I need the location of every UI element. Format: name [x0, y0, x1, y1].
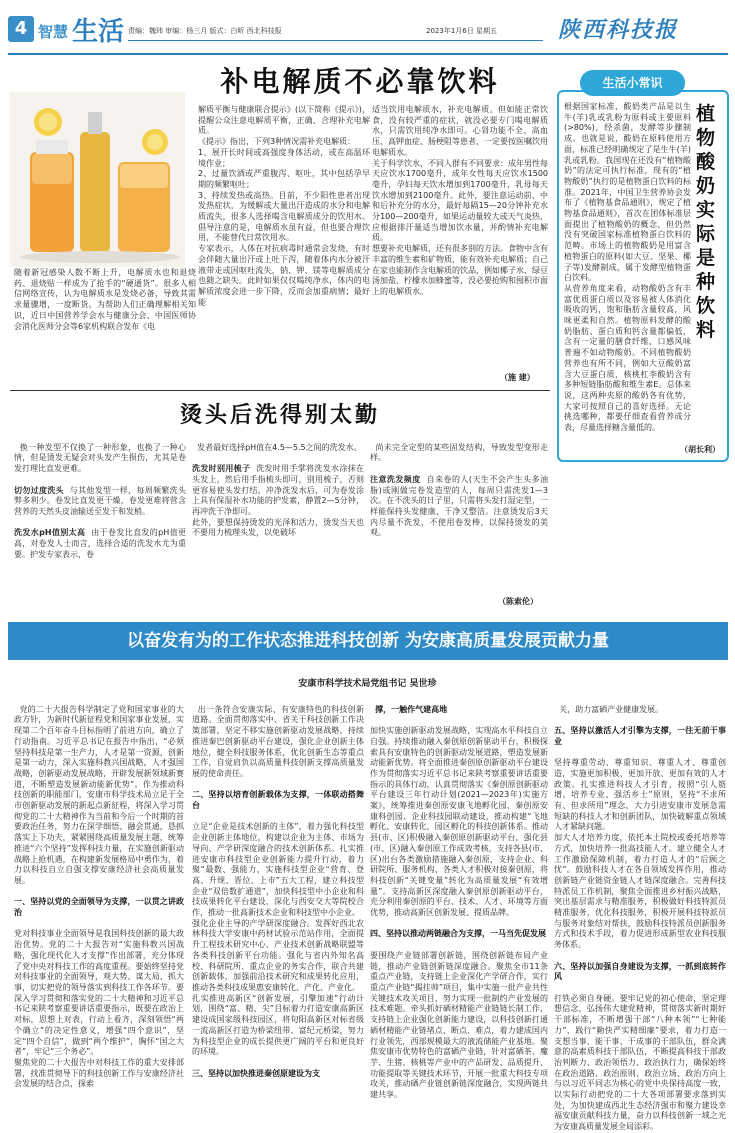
masthead-divider [8, 53, 728, 55]
article3-para-3: 立足“企业是技术创新的主体”，着力强化科技型企业创新主体地位，构建以企业为主体、市场为导向、产学研深度融合的技术创新体系。扎实推进安康市科技型企业创新能力提升行动，着力聚“最数、强能力，实施科技型企业“营育、登高、升规、晋位、上市”五大工程，建立科技型企业“双倍数扩通道”，加快科技型中小企业和科技成果转化平台建设，深化与西安交大等院校合作，推动一批高新技术企业和科技型中小企业。 强化企业主导的产学研深度融合。发挥好西北农林科技大学安康中药材试验示范站作用，全面提升工程技术研究中心、产业技术创新战略联盟等各类科技创新平台功能。强化与省内外知名高校、科研院所、重点企业的务实合作，联合共建创新载体，加强前沿技术研究和成果转化应用，推动各类科技成果惠安康转化、产化、产业化。 扎实推进高新区“创新发展，引擎加速”行动计划，围绕“富、精、尖”目标着力打造安康高新区建设成国家级科技园区，将旬阳高新区对标省级一流高新区打造为桥梁纽带、富纪元桥梁，努力为科技型企业的成长提供更广阔的平台和更良好的环境。 [192, 822, 364, 1057]
sidebar-body: 根据国家标准，酸奶类产品是以生牛(羊)乳或乳粉为原料或主要原料(>80%)，经杀菌，发酵等步骤制成。也就是说，酸奶在原料使用方面，标准已经明确规定了是生牛(羊)乳或乳粉。我国现在还没有“植物酸奶”的法定可执行标准，现有的“植物酸奶”执行的是植物蛋白饮料的标准。2021年，中国卫生营养协会发布了《植物基食品通则》，规定了植物基食品通则》，首次在团体标准层面提出了植物酸奶的概念，但仍然没有突破国家标准植物蛋白饮料的范畴。市场上的植物酸奶是用富含植物蛋白的原料(如大豆、坚果、椰子等)发酵制成，属于发酵型植物蛋白饮料。 从营养角度来看，动物酸奶含有丰富优质蛋白质以及容易被人体消化吸收的钙，饱和脂肪含量较高，风味更柔和自然。植物原料发酵的酸奶脂肪、蛋白质和钙含量都偏低，含有一定量的膳食纤维，口感风味普遍不如动物酸奶。不同植物酸奶营养也有所不同，例如大豆酸奶富含大豆蛋白质，核桃杠李酸奶含有多种短链脂肪酸和维生素E。总体来说，这两种夹原的酸奶各有优势，大家可按照自己的喜好选择。无论挑选哪种，都要仔细查看营养成分表，尽量选择糖含量低的。 [564, 102, 691, 433]
article3-author: 安康市科学技术局党组书记 吴世珍 [298, 679, 437, 689]
section-name-a: 智慧 [38, 23, 69, 41]
article3-col4 [554, 694, 726, 1132]
article3-para-4: 加快实施创新驱动发展战略，实现高水平科技自立自强。持续推动融入秦创原创新驱动平台，积极探索具有安康特色的创新驱动发展道路，塑造发展新动能新优势。将全面推进秦创原创新驱动平台建设作为贯彻落实习近平总书记来陕考察重要讲话重要指示的具体行动，认真贯彻落实《秦创原创新驱动平台建设三年行动计划(2021—2023年)实施方案》，统筹推进秦创原安康飞地孵化园、秦创原安康科创园、企业科技园联动建设，推动构建“飞地孵化、安康转化，园区孵化的科技创新体系。推动县(市、区)积极融入秦创原创新驱动平台，强化县(市、区)融入秦创原工作成效考核，支持各县(市、区)出台各类激励措施融入秦创原，支持企业、科研院所、服务机构、各类人才积极对接秦创原，将科技创新“关键变量”转化为高质量发展“有效增量”。支持高新区深度融入秦创原创新驱动平台，充分利用秦创原的平台、技术、人才、环境等方面优势，推动高新区创新发展、提质品牌。 [370, 726, 548, 918]
article2-para-6: 自来卷的人(天生不会产生头多油脂)或刚做完卷发造型的人，每周只需洗发1—3次。在不洗头的日子里，只需将头发打湿定型，一样能保持头发健康、干净又整洁。注意烫发后3天内尽量不洗发，不使用卷发棒，以保持烫发的美观。 [370, 474, 549, 538]
article3-heading-1: 一、坚持以党的全面领导为支撑，一以贯之讲政治 [14, 897, 184, 918]
article2-para-3: 发者最好选择pH值在4.5—5.5之间的洗发水。 [197, 442, 362, 452]
page-number: 4 [14, 18, 28, 39]
article1-title: 补电解质不必靠饮料 [220, 65, 500, 98]
article2-heading-1: 切勿过度洗头 [14, 485, 64, 495]
masthead [8, 10, 728, 56]
sidebar-byline: （胡长利） [680, 445, 720, 454]
article3-col3 [370, 694, 548, 1100]
article1-col3: 适当饮用电解质水，补充电解质。但如能正常饮食，没有较严重的症状，就没必要专门喝电解质水，只需饮用纯净水即可。心肾功能不全、高血压、高钾血症、肠梗阻等患者，一定要按医嘱饮用电解质水。 关于科学饮水，不同人群有不同要求：成年男性每天应饮水1700毫升，成年女性每天应饮水1500毫升，孕妇每天饮水增加到1700毫升，乳母每天饮水增加到2100毫升。此外，要注意运动前、中和后补充分的水分，最好每隔15—20分钟补充水分100—200毫升，如果运动量较大或天气炎热，应根据排汗量适当增加饮水量，并酌情补充电解质。 想要补充电解质，还有很多别的方法。食物中含有丰富的维生素和矿物质，能有效补充电解质；自己在家也能制作含电解质的饮品，例如椰子水、绿豆汤加盐、柠檬水加蜂蜜等，没必要抢购和囤积市面上的电解质水。 [372, 105, 548, 296]
article1-byline: （施 建） [500, 373, 535, 382]
masthead-underline [128, 40, 543, 41]
article1-col1: 随着新冠感染人数不断上升，电解质水也和退烧药、退烧贴一样成为了抢手的“硬通货”。很多人相信网络宣传，认为电解质水是发烧必备，导致其需求量骤增，一度断货。为帮助人们正确理解相关知识，近日中国营养学会水与健康分会、中国医师协会消化医师分会等6家机构联合发布《电 [14, 268, 196, 331]
article1-col2: 解质平衡与健康联合提示》(以下简称《提示》)，提醒公众注意电解质平衡，正确、合理补充电解质。 《提示》指出，下列3种情况需补充电解质： 1、展开长时间或高强度身体活动，或在高温环境作业； 2、过量饮酒或严重腹泻、呕吐，其中包括孕早期的频繁呕吐； 3、持续发热或高热。目前，不少阳性患者出现发热症状，为缓解或大量出汗造成的水分和电解质流失，很多人选择喝含电解质成分的饮用水。倡导注意的是，电解质水虽有益，但也要合理饮用，不能替代日常饮用水。 专家表示，人体在对抗病毒时通常会发烧，有时会伴随大量出汗或上吐下泻，随着体内水分被汗液带走或因呕吐流失，钠、钾、镁等电解质成分也随之缺失。此时如果仅仅喝纯净水，体内的电解质浓度会进一步下降，反而会加重病情；最好能 [198, 105, 370, 307]
paper-name: 陕西科技报 [558, 18, 679, 43]
article2-intro: 换一种发型不仅换了一种形象，也换了一种心情，但是烫发无疑会对头发产生损伤，尤其是卷发打理比直发更难。 [14, 442, 186, 474]
article3-heading-6: 六、坚持以加强自身建设为支撑，一抓到底转作风 [554, 961, 726, 982]
article2-heading-2: 洗发水pH值别太高 [14, 528, 86, 538]
article3-title: 以奋发有为的工作状态推进科技创新 为安康高质量发展贡献力量 [127, 631, 609, 651]
article3-heading-4: 四、坚持以推动两链融合为支撑，一马当先促发展 [370, 929, 546, 939]
article3-col1 [14, 694, 184, 1089]
article3-heading-2: 二、坚持以培育创新载体为支撑，一体联动搭舞台 [192, 790, 364, 811]
article2-title: 烫头后洗得别太勤 [179, 403, 380, 428]
article2-para-5: 尚未完全定型的某些固发结构，导致发型变形走样。 [370, 442, 549, 463]
article3-col2 [192, 694, 364, 1078]
article2-top-rule [10, 390, 550, 391]
article2-col3 [370, 432, 548, 592]
staff-line: 责编：魏玮 审编：杨三月 版式：白昕 西北科技报 [128, 27, 282, 35]
article2-heading-3: 洗发时别用梳子 [192, 464, 251, 474]
article2-para-1: 与其他发型一样，每周频繁洗头弊多利少。卷发比直发更干燥，卷发更难将营含营养的天然头皮油输送至发干和发梢。 [14, 485, 187, 516]
article2-para-4: 洗发时用手掌将洗发水涂抹在头发上，然后用手指梳头即可，别用梳子，否则更容易使头发打结。冲净洗发水后，可为卷发涂上具有保湿补水功能的护发素，静置2—5分钟，再冲洗干净即可。 此外，要想保持烫发的光泽和活力，烫发当天也不要用力梳理头发，以免破坏 [192, 464, 365, 538]
article3-para-2: 出一条符合安康实际、有安康特色的科技创新道路。全面贯彻落实中、省关于科技创新工作决策部署，坚定不移实施创新驱动发展战略，持续推进秦巴创新驱动平台建设，强化企业创新主体地位，健全科技服务体系，优化创新生态等重点工作，自觉肩负以高质量科技创新支撑高质量发展的使命责任。 [192, 704, 364, 778]
article3-intro: 党的二十大报告科学制定了党和国家事业的大政方针，为新时代新征程党和国家事业发展，实现第二个百年奋斗目标指明了前进方向，确立了行动指南。习近平总书记在报告中指出，“必须坚持科技是第一生产力，人才是第一资源，创新是第一动力，深入实施科教兴国战略，人才强国战略，创新驱动发展战略，开辟发展新领域新赛道，不断塑造发展新动能新优势”。作为推动科技创新的职能部门，安康市科学技术局立足于全市创新驱动发展的新起点新征程，将深入学习贯彻党的二十大精神作为当前和今后一个时期的首要政治任务，努力在深学细悟、融会贯通，恳抓落实上下功夫，紧紧围绕高质量发展主题，统筹推进“六个坚持”发挥科技力量，在实施创新驱动战略上抢机遇，在构建新发展格局中勇作为，着力以科技自立自强支撑安康经济社会高质量发展。 [14, 704, 184, 885]
electrolyte-drinks-illustration [10, 92, 185, 267]
article3-para-6: 关，助力富硒产业健康发展。 [559, 704, 664, 714]
article2-para-2: 由于卷发比直发的pH值更高，对卷发人士而言，选择合适的洗发水尤为重要。护发专家表示，卷 [14, 528, 187, 559]
sidebar-body-cont [564, 398, 720, 446]
issue-date: 2023年1月6日 星期五 [426, 27, 497, 35]
article3-heading-5: 五、坚持以激活人才引擎为支撑，一往无前干事业 [554, 726, 726, 746]
article2-byline: （陈索伦） [498, 597, 538, 606]
article2-col2 [192, 432, 364, 607]
article3-heading-3: 三、坚持以加快推进秦创原建设为支 [192, 1068, 320, 1078]
section-name-b: 生活 [72, 17, 125, 47]
article3-para-5: 要围绕产业链部署创新链，围绕创新链布局产业链，推动产业链创新链深度融合。聚焦全市11条重点产业链，支持链上企业深化产学研合作，实行重点产业链“揭挂帅”项目，集中实施一批产业共性关键技术攻关项目，努力实现一批制约产业发展的技术难题。牵头抓好硒材精能产业链链长制工作，支持链上企业强化创新能力建设，以科技创新打通硒材精能产业链堵点、断点、难点，着力建成国内行业领先，西部规模最大的液流储能产业基地。聚焦安康市优势特色的富硒产业链，针对富硒茶、魔芋、生猪、核桃等产业中的产品研发、品质提升、功能提取等关键技术环节，开展一批重大科技专项攻关，推动硒产业链创新链深度融合，实现两链共建共享。 [370, 950, 548, 1100]
article3-heading-3-cont: 撑，一触作气建高地 [375, 704, 448, 714]
article3-para-7: 坚持尊重劳动、尊重知识、尊重人才、尊重创造，实施更加积极、更加开放、更加有效的人才政策。扎实推进科技人才引育，按照“引人筋增、培养专业、强活乡土”原则，坚持“不求所有、但求所用”理念，大力引进安康市发展急需短缺的科技人才和创新团队，加快破解重点领域人才紧缺问题。 加大人才培养力度，依托本土院校或委托培养等方式，加快培养一批高技能人才。建立健全人才工作激励保障机制，着力打造人才的“后顾之忧”。鼓励科技人才在各自领域发挥作用，推动创新链产业链资金链人才链深度融合。完善科技特派员工作机制，聚焦全面推进乡村振兴战略，突出基层需求与精准服务，积极做好科技特派员精准服务，优化科技服务，积极开展科技特派员与服务对象结对帮扶，鼓励科技特派员创新服务方式和技术手段，着力促进形成新型农业科技服务体系。 [554, 758, 726, 950]
article2-col1 [14, 432, 186, 607]
article3-para-1: 党对科技事业全面领导是我国科技创新的最大政治优势。党的二十大报告对“实施科教兴国战略，强化现代化人才支撑”作出部署，充分体现了党中央对科技工作的高度重视。要始终坚持党对科技事业的全面领导，观大势、谋大局、抓大事，切实把党的领导落实到科技工作各环节。要深入学习贯彻和落实党的二十大精神和习近平总书记来陕考察重要讲话重要指示，既要在政治上对标，思想上对表，行动上看齐，深刻领悟“两个确立”的决定性意义，增强“四个意识”，坚定“四个自信”，做到“两个维护”，胸怀“国之大者”，牢记“三个务必”。 聚焦党的二十大报告中对科技工作的重大安排部署，找准贯彻导下的科技创新工作与安康经济社会发展的结合点，探索 [14, 929, 184, 1089]
sidebar-title: 植物酸奶实际是种饮料 [696, 103, 716, 341]
article2-heading-4: 注意洗发频度 [370, 474, 421, 484]
sidebar-banner-text: 生活小常识 [602, 76, 663, 90]
article3-para-8: 打铁必须自身硬。要牢记党的初心使命，坚定理想信念，弘扬伟大建党精神，贯彻落实新时期好干部标准，不断增强干部“八种本领”“七种能力”，践行“勤快严实精细廉”要求，着力打造一支想当事、能干事、干成事的干部队伍，群众满意的高素质科技干部队伍，不断提高科技干部政治判断力、政治领悟力、政治执行力，确保始终在政治道路、政治原则、政治立场、政治方向上与以习近平同志为核心的党中央保持高度一致，以实际行动把党的二十大各项部署要求落到实处，为加快建成西北生态经济强市和聚力建设幸福安康贡献科技力量，奋力以科技创新一域之光为安康高质量发展全局添彩。 [554, 993, 726, 1132]
